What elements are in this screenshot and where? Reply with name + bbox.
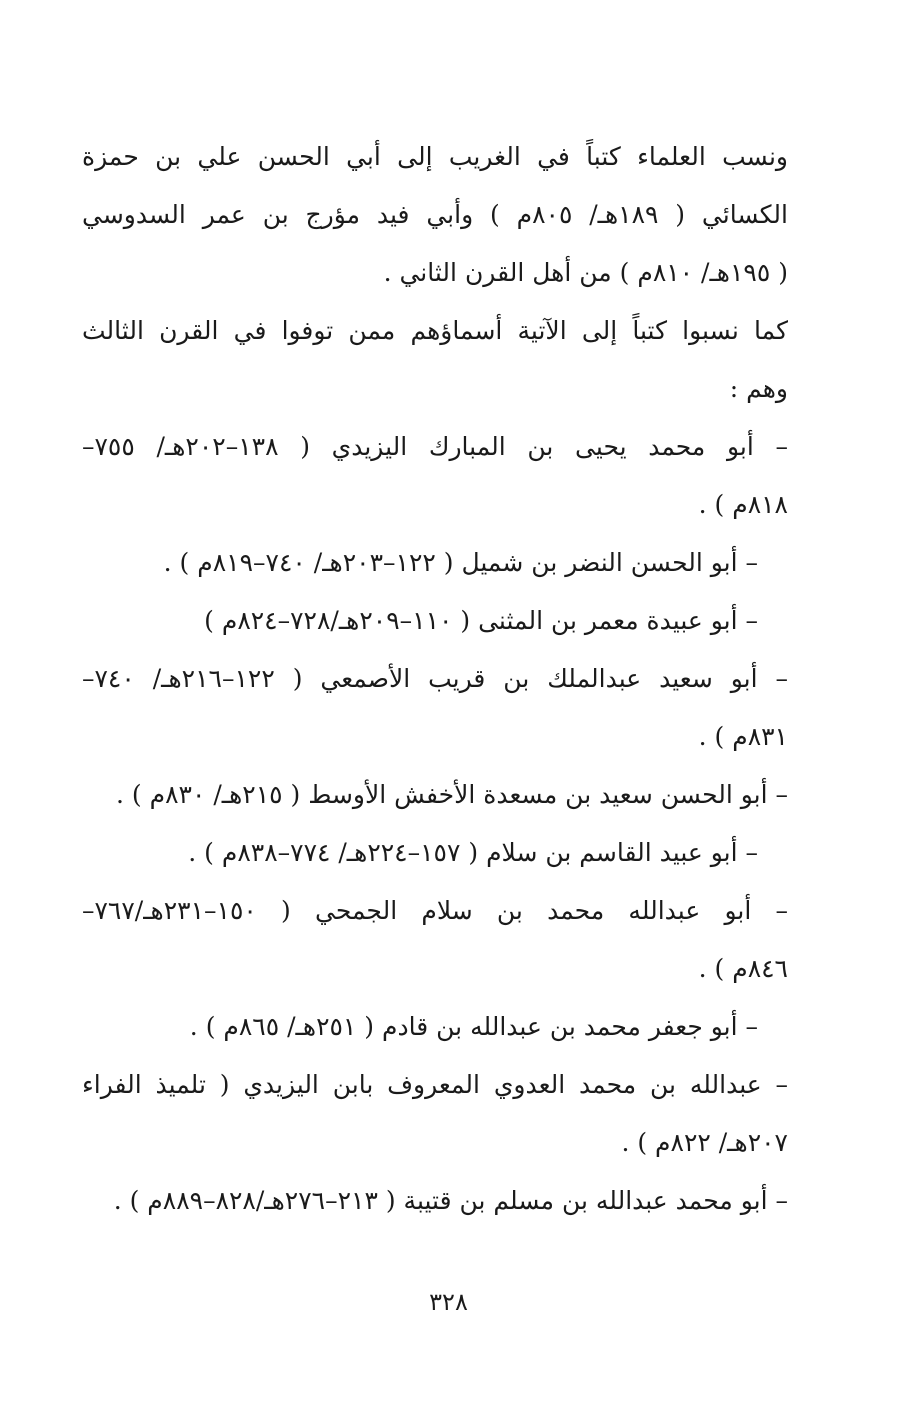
list-item: – أبو محمد عبدالله بن مسلم بن قتيبة ( ٢١٣–٢٧٦هـ/٨٢٨–٨٨٩م ) . [113, 1186, 788, 1215]
paragraph-line: وهم : [729, 374, 788, 403]
list-item: – أبو سعيد عبدالملك بن قريب الأصمعي ( ١٢٢–٢١٦هـ/ ٧٤٠– [82, 664, 788, 693]
paragraph-line: ( ١٩٥هـ/ ٨١٠م ) من أهل القرن الثاني . [383, 258, 788, 287]
paragraph-line: كما نسبوا كتباً إلى الآتية أسماؤهم ممن توفوا في القرن الثالث [82, 316, 788, 345]
page-number: ٣٢٨ [429, 1288, 468, 1316]
paragraph-line: ونسب العلماء كتباً في الغريب إلى أبي الحسن علي بن حمزة [82, 142, 788, 171]
page-body [82, 128, 788, 1230]
list-item: – أبو عبيد القاسم بن سلام ( ١٥٧–٢٢٤هـ/ ٧٧٤–٨٣٨م ) . [188, 838, 758, 867]
list-item: – أبو الحسن سعيد بن مسعدة الأخفش الأوسط ( ٢١٥هـ/ ٨٣٠م ) . [116, 780, 788, 809]
paragraph-line: الكسائي ( ١٨٩هـ/ ٨٠٥م ) وأبي فيد مؤرج بن عمر السدوسي [82, 200, 788, 229]
list-item: – أبو الحسن النضر بن شميل ( ١٢٢–٢٠٣هـ/ ٧٤٠–٨١٩م ) . [163, 548, 758, 577]
list-item: – أبو عبيدة معمر بن المثنى ( ١١٠–٢٠٩هـ/٧٢٨–٨٢٤م ) [204, 606, 758, 635]
list-item: – أبو عبدالله محمد بن سلام الجمحي ( ١٥٠–٢٣١هـ/٧٦٧– [82, 896, 788, 925]
list-item: – أبو جعفر محمد بن عبدالله بن قادم ( ٢٥١هـ/ ٨٦٥م ) . [189, 1012, 758, 1041]
list-item-continuation: ٢٠٧هـ/ ٨٢٢م ) . [621, 1128, 788, 1157]
list-item: – أبو محمد يحيى بن المبارك اليزيدي ( ١٣٨–٢٠٢هـ/ ٧٥٥– [82, 432, 788, 461]
list-item: – عبدالله بن محمد العدوي المعروف بابن اليزيدي ( تلميذ الفراء [82, 1070, 788, 1099]
list-item-continuation: ٨٣١م ) . [698, 722, 788, 751]
list-item-continuation: ٨١٨م ) . [698, 490, 788, 519]
list-item-continuation: ٨٤٦م ) . [698, 954, 788, 983]
